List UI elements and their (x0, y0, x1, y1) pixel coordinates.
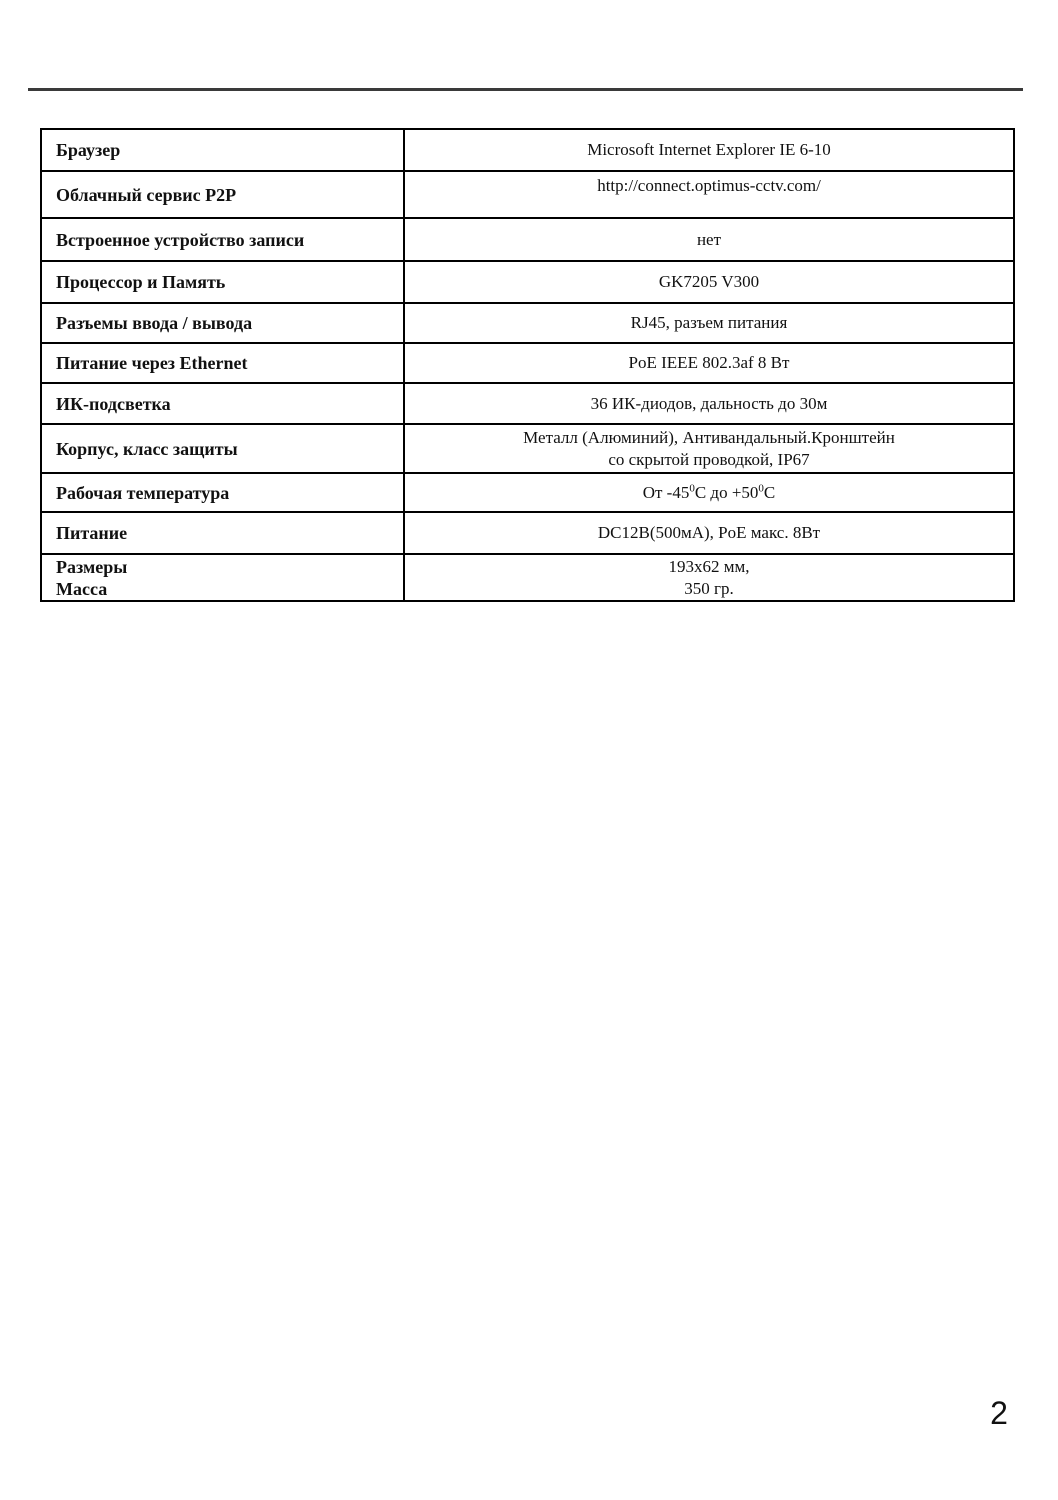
table-row-dimensions-weight (41, 554, 1014, 601)
spec-label: ИК-подсветка (41, 383, 404, 424)
spec-value (404, 554, 1014, 601)
spec-value: GK7205 V300 (404, 261, 1014, 303)
table-row-processor-memory (41, 261, 1014, 303)
spec-value: 36 ИК-диодов, дальность до 30м (404, 383, 1014, 424)
spec-label-line: Размеры (56, 556, 128, 577)
spec-table (40, 128, 1015, 602)
table-row-io-connectors (41, 303, 1014, 343)
degree-superscript: 0 (689, 481, 695, 494)
spec-label: Питание через Ethernet (41, 343, 404, 383)
temp-text: С (763, 482, 776, 502)
spec-value: RJ45, разъем питания (404, 303, 1014, 343)
spec-label: Рабочая температура (41, 473, 404, 512)
spec-label: Разъемы ввода / вывода (41, 303, 404, 343)
spec-value-line: со скрытой проводкой, IP67 (608, 449, 810, 469)
table-row-housing-protection (41, 424, 1014, 473)
table-row-ir-illumination (41, 383, 1014, 424)
spec-label (41, 554, 404, 601)
temp-text: От -45 (642, 482, 690, 502)
spec-value-line: Металл (Алюминий), Антивандальный.Кронштейн (523, 427, 895, 447)
spec-value: Microsoft Internet Explorer IE 6-10 (404, 129, 1014, 171)
degree-superscript: 0 (758, 481, 764, 494)
spec-label: Встроенное устройство записи (41, 218, 404, 261)
spec-label-line: Масса (56, 578, 108, 599)
spec-value-line: 350 гр. (684, 578, 734, 598)
spec-value: PoE IEEE 802.3af 8 Вт (404, 343, 1014, 383)
table-row-operating-temperature (41, 473, 1014, 512)
spec-value: DC12В(500мА), PoE макс. 8Вт (404, 512, 1014, 554)
spec-label: Корпус, класс защиты (41, 424, 404, 473)
spec-value (404, 473, 1014, 512)
header-rule (28, 88, 1023, 91)
spec-value-line: 193x62 мм, (668, 556, 750, 576)
table-row-poe (41, 343, 1014, 383)
page-number: 2 (990, 1395, 1008, 1431)
temp-text: С до +50 (694, 482, 759, 502)
spec-label: Процессор и Память (41, 261, 404, 303)
table-row-cloud-service (41, 171, 1014, 218)
spec-value: нет (404, 218, 1014, 261)
table-row-browser (41, 129, 1014, 171)
spec-label: Питание (41, 512, 404, 554)
spec-label: Облачный сервис P2P (41, 171, 404, 218)
spec-label: Браузер (41, 129, 404, 171)
table-row-power (41, 512, 1014, 554)
spec-value: http://connect.optimus-cctv.com/ (404, 171, 1014, 218)
spec-value (404, 424, 1014, 473)
table-row-builtin-recorder (41, 218, 1014, 261)
